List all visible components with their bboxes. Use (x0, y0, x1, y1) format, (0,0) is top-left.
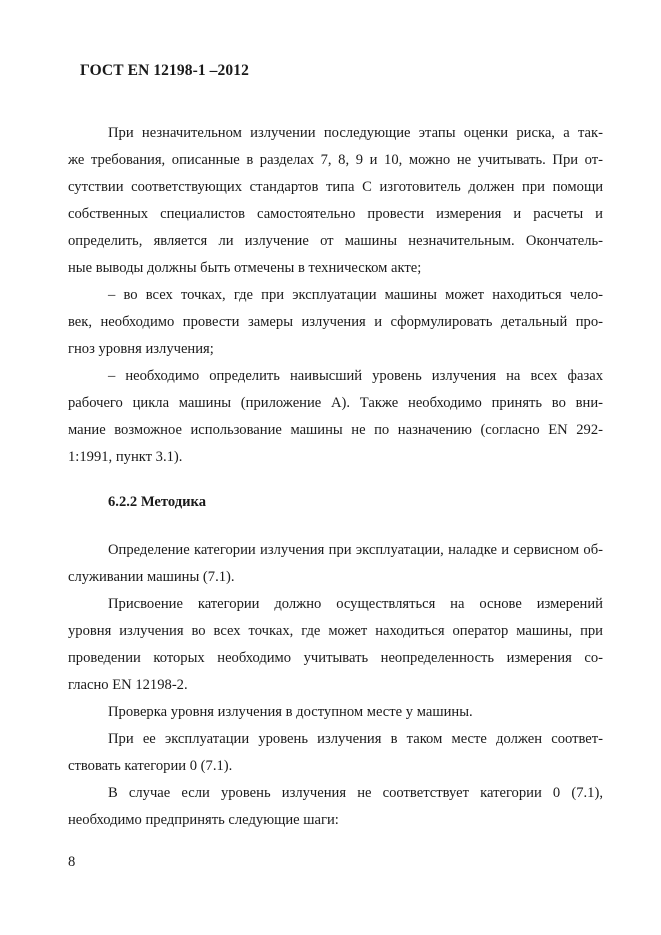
document-header: ГОСТ EN 12198-1 –2012 (80, 62, 249, 79)
paragraph-line: служивании машины (7.1). (68, 569, 235, 585)
paragraph-line: же требования, описанные в разделах 7, 8, 9 и 10, можно не учитывать. При от- (68, 152, 603, 168)
paragraph-line: ствовать категории 0 (7.1). (68, 758, 233, 774)
list-item-line: – необходимо определить наивысший уровень излучения на всех фазах (108, 368, 603, 384)
paragraph-line: Определение категории излучения при эксплуатации, наладке и сервисном об- (108, 542, 603, 558)
list-item-line: – во всех точках, где при эксплуатации машины может находиться чело- (108, 287, 603, 303)
list-item-line: рабочего цикла машины (приложение А). Также необходимо принять во вни- (68, 395, 603, 411)
paragraph-line: ные выводы должны быть отмечены в техническом акте; (68, 260, 422, 276)
list-item-line: век, необходимо провести замеры излучения и сформулировать детальный про- (68, 314, 603, 330)
list-item-line: мание возможное использование машины не по назначению (согласно EN 292- (68, 422, 603, 438)
paragraph-line: необходимо предпринять следующие шаги: (68, 812, 339, 828)
paragraph-line: проведении которых необходимо учитывать неопределенность измерения со- (68, 650, 603, 666)
paragraph-line: гласно EN 12198-2. (68, 677, 188, 693)
list-item-line: гноз уровня излучения; (68, 341, 214, 357)
paragraph-line: Проверка уровня излучения в доступном месте у машины. (108, 704, 473, 720)
paragraph-line: сутствии соответствующих стандартов типа C изготовитель должен при помощи (68, 179, 603, 195)
paragraph-line: уровня излучения во всех точках, где может находиться оператор машины, при (68, 623, 603, 639)
paragraph-line: определить, является ли излучение от машины незначительным. Окончатель- (68, 233, 603, 249)
paragraph-line: При незначительном излучении последующие этапы оценки риска, а так- (108, 125, 603, 141)
list-item-line: 1:1991, пункт 3.1). (68, 449, 183, 465)
paragraph-line: собственных специалистов самостоятельно провести измерения и расчеты и (68, 206, 603, 222)
page-number: 8 (68, 854, 76, 870)
paragraph-line: Присвоение категории должно осуществляться на основе измерений (108, 596, 603, 612)
paragraph-line: В случае если уровень излучения не соответствует категории 0 (7.1), (108, 785, 603, 801)
section-heading: 6.2.2 Методика (108, 494, 207, 510)
paragraph-line: При ее эксплуатации уровень излучения в таком месте должен соответ- (108, 731, 603, 747)
